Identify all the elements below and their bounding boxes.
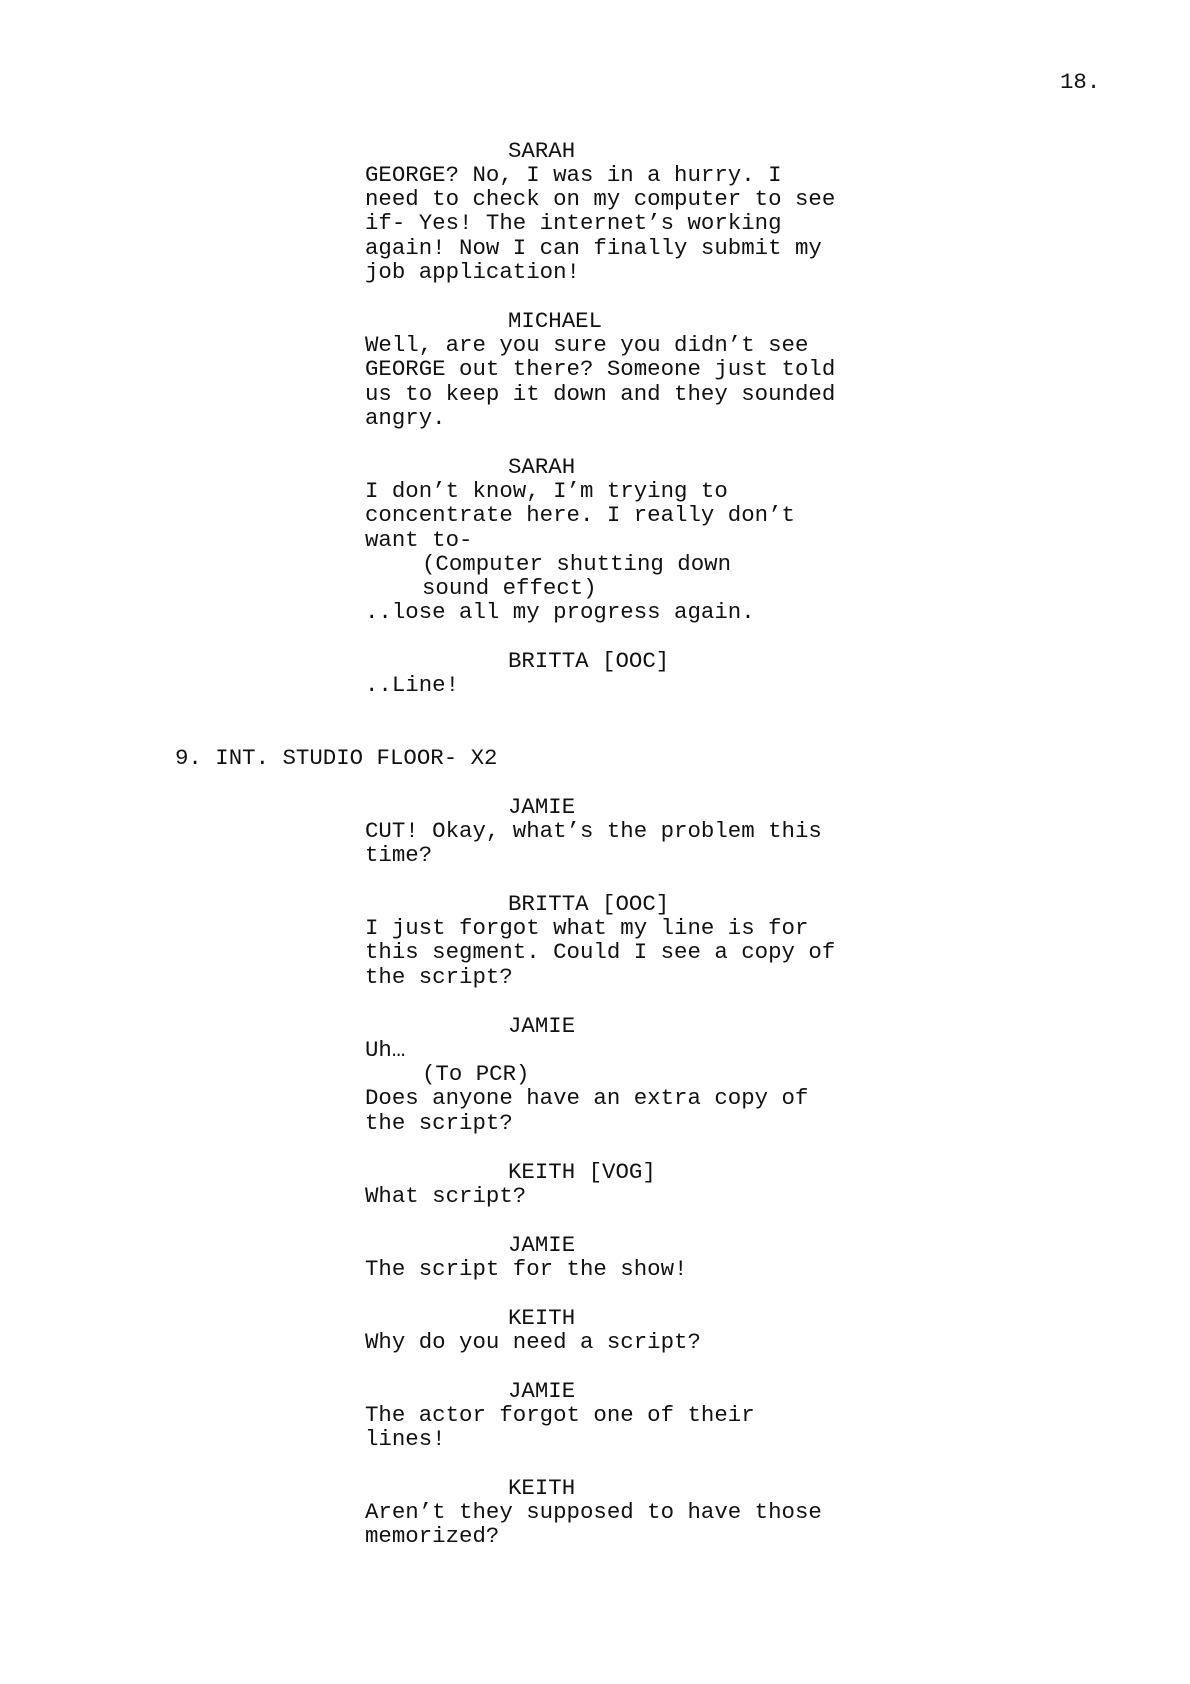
character-name: KEITH [VOG] — [508, 1159, 656, 1185]
character-name: SARAH — [508, 454, 576, 480]
character-name: JAMIE — [508, 794, 576, 820]
dialogue-line: Well, are you sure you didn’t see — [365, 332, 809, 358]
dialogue-line: ..lose all my progress again. — [365, 599, 755, 625]
scene-heading: 9. INT. STUDIO FLOOR- X2 — [175, 745, 498, 771]
dialogue-line: lines! — [365, 1426, 446, 1452]
character-name: KEITH — [508, 1475, 576, 1501]
dialogue-line: What script? — [365, 1183, 527, 1209]
character-name: BRITTA [OOC] — [508, 891, 670, 917]
dialogue-line: memorized? — [365, 1523, 500, 1549]
dialogue-line: need to check on my computer to see — [365, 186, 836, 212]
dialogue-line: the script? — [365, 964, 513, 990]
dialogue-line: GEORGE? No, I was in a hurry. I — [365, 162, 782, 188]
character-name: JAMIE — [508, 1378, 576, 1404]
dialogue-line: Aren’t they supposed to have those — [365, 1499, 822, 1525]
parenthetical-line: (To PCR) — [422, 1061, 530, 1087]
dialogue-line: angry. — [365, 405, 446, 431]
dialogue-line: The script for the show! — [365, 1256, 688, 1282]
character-name: JAMIE — [508, 1232, 576, 1258]
character-name: SARAH — [508, 138, 576, 164]
character-name: MICHAEL — [508, 308, 603, 334]
dialogue-line: GEORGE out there? Someone just told — [365, 356, 836, 382]
dialogue-line: the script? — [365, 1110, 513, 1136]
dialogue-line: this segment. Could I see a copy of — [365, 939, 836, 965]
page-number: 18. — [1060, 69, 1101, 95]
dialogue-line: again! Now I can finally submit my — [365, 235, 822, 261]
character-name: BRITTA [OOC] — [508, 648, 670, 674]
dialogue-line: us to keep it down and they sounded — [365, 381, 836, 407]
dialogue-line: concentrate here. I really don’t — [365, 502, 795, 528]
dialogue-line: time? — [365, 842, 433, 868]
dialogue-line: ..Line! — [365, 672, 460, 698]
dialogue-line: CUT! Okay, what’s the problem this — [365, 818, 822, 844]
parenthetical-line: (Computer shutting down — [422, 551, 732, 577]
dialogue-line: Why do you need a script? — [365, 1329, 701, 1355]
dialogue-line: want to- — [365, 527, 473, 553]
dialogue-line: I don’t know, I’m trying to — [365, 478, 728, 504]
dialogue-line: I just forgot what my line is for — [365, 915, 809, 941]
parenthetical-line: sound effect) — [422, 575, 597, 601]
dialogue-line: Uh… — [365, 1037, 406, 1063]
character-name: KEITH — [508, 1305, 576, 1331]
dialogue-line: Does anyone have an extra copy of — [365, 1085, 809, 1111]
dialogue-line: job application! — [365, 259, 580, 285]
dialogue-line: The actor forgot one of their — [365, 1402, 755, 1428]
dialogue-line: if- Yes! The internet’s working — [365, 210, 782, 236]
character-name: JAMIE — [508, 1013, 576, 1039]
